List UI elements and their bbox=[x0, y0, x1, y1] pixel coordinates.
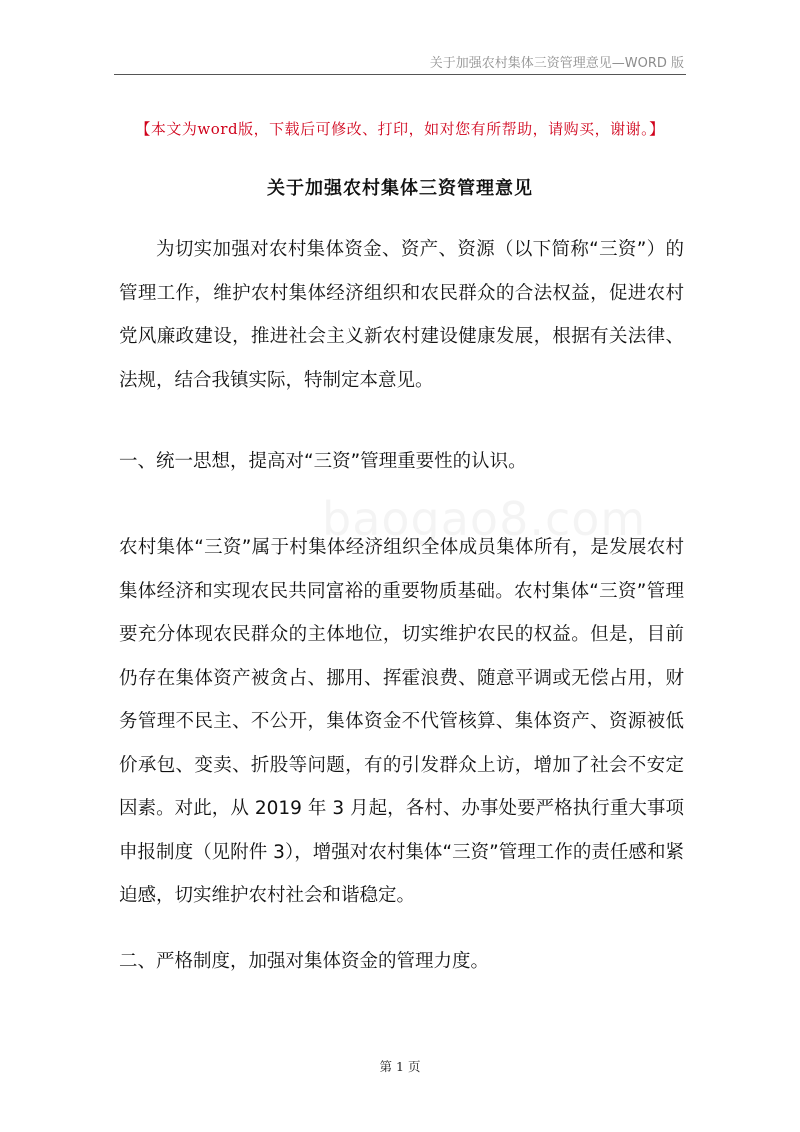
running-header: 关于加强农村集体三资管理意见—WORD 版 bbox=[429, 56, 684, 71]
section-heading-1: 一、统一思想，提高对“三资”管理重要性的认识。 bbox=[119, 451, 527, 472]
page-number: 第 1 页 bbox=[379, 1059, 421, 1074]
purchase-notice: 【本文为word版，下载后可修改、打印，如对您有所帮助，请购买，谢谢。】 bbox=[135, 120, 665, 138]
section-heading-2: 二、严格制度，加强对集体资金的管理力度。 bbox=[119, 951, 490, 972]
header-divider bbox=[114, 74, 686, 75]
document-title: 关于加强农村集体三资管理意见 bbox=[267, 178, 533, 199]
paragraph-section-1: 农村集体“三资”属于村集体经济组织全体成员集体所有，是发展农村集体经济和实现农民共同富裕的重要物质基础。农村集体“三资”管理要充分体现农民群众的主体地位，切实维护农民的权益。但是，目前仍存在集体资产被贪占、挪用、挥霍浪费、随意平调或无偿占用，财务管理不民主、不公开，集体资金不代管核算、集体资产、资源被低价承包、变卖、折股等问题，有的引发群众上访，增加了社会不安定因素。对此，从 2019 年 3 月起，各村、办事处要严格执行重大事项申报制度（见附件 3），增强对农村集体“三资”管理工作的责任感和紧迫感，切实维护农村社会和谐稳定。 bbox=[119, 537, 684, 906]
paragraph-intro: 为切实加强对农村集体资金、资产、资源（以下简称“三资”）的管理工作，维护农村集体经济组织和农民群众的合法权益，促进农村党风廉政建设，推进社会主义新农村建设健康发展，根据有关法律、法规，结合我镇实际，特制定本意见。 bbox=[119, 239, 684, 391]
